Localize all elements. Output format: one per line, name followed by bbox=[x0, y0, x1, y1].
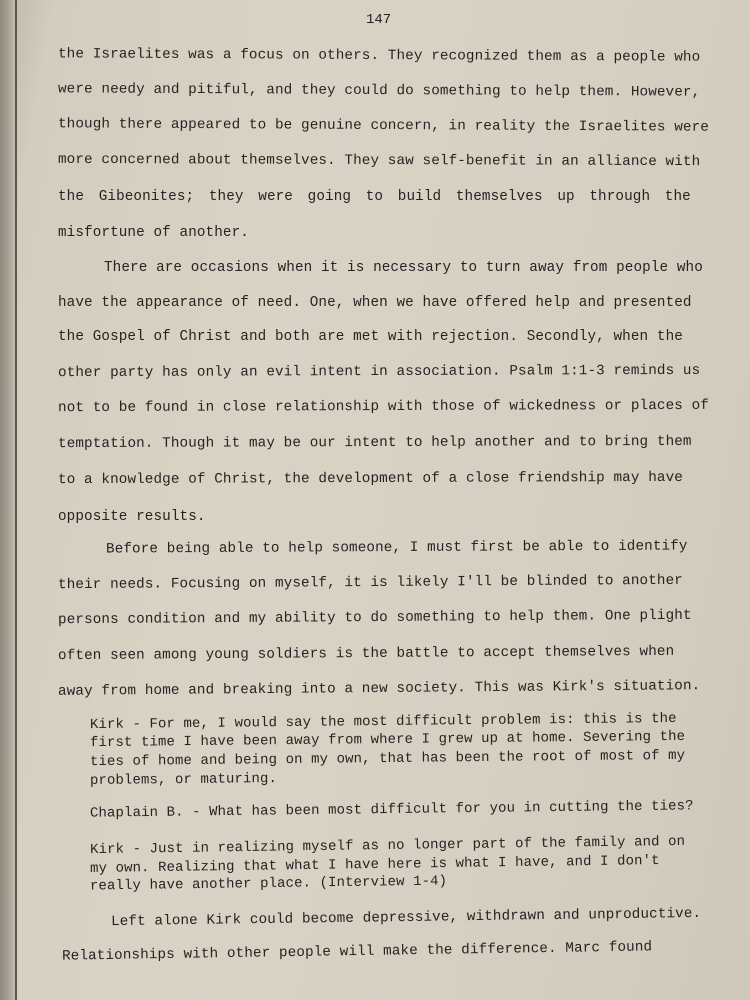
body-text-line: the Israelites was a focus on others. They recognized them as a people who bbox=[57, 46, 701, 66]
body-text-line: Relationships with other people will make the difference. Marc found bbox=[61, 939, 653, 965]
body-text-line: opposite results. bbox=[58, 509, 206, 525]
body-text-line: their needs. Focusing on myself, it is likely I'll be blinded to another bbox=[57, 572, 683, 594]
binding-shadow bbox=[0, 0, 16, 1000]
paragraph-first-line: Left alone Kirk could become depressive, withdrawn and unproductive. bbox=[110, 905, 702, 931]
interview-quote-line: Kirk - Just in realizing myself as no longer part of the family and on bbox=[89, 833, 686, 859]
body-text-line: temptation. Though it may be our intent to help another and to bring them bbox=[57, 433, 692, 453]
interview-quote-line: problems, or maturing. bbox=[89, 771, 278, 789]
interview-quote-line: first time I have been away from where I grew up at home. Severing the bbox=[89, 728, 686, 752]
paragraph-first-line: There are occasions when it is necessary to turn away from people who bbox=[104, 260, 703, 276]
body-text-line: other party has only an evil intent in association. Psalm 1:1-3 reminds us bbox=[57, 362, 701, 382]
paragraph-first-line: Before being able to help someone, I must first be able to identify bbox=[105, 538, 688, 558]
document-page bbox=[18, 0, 750, 1000]
body-text-line: have the appearance of need. One, when we have offered help and presented bbox=[58, 295, 692, 311]
body-text-line: not to be found in close relationship with those of wickedness or places of bbox=[57, 397, 709, 417]
body-text-line: the Gospel of Christ and both are met with rejection. Secondly, when the bbox=[58, 329, 683, 345]
body-text-line: persons condition and my ability to do something to help them. One plight bbox=[57, 607, 692, 629]
body-text-line: often seen among young soldiers is the battle to accept themselves when bbox=[57, 643, 675, 665]
page-number: 147 bbox=[366, 12, 392, 28]
interview-quote-line: Kirk - For me, I would say the most difficult problem is: this is the bbox=[89, 710, 677, 734]
interview-quote-line: ties of home and being on my own, that has been the root of most of my bbox=[89, 747, 686, 771]
binding-edge-line bbox=[15, 0, 17, 1000]
body-text-line: were needy and pitiful, and they could do something to help them. However, bbox=[57, 81, 701, 101]
body-text-line: to a knowledge of Christ, the development of a close friendship may have bbox=[57, 469, 683, 489]
interview-quote-line: my own. Realizing that what I have here is what I have, and I don't bbox=[89, 853, 660, 877]
body-text-line: away from home and breaking into a new society. This was Kirk's situation. bbox=[57, 678, 701, 700]
interview-quote-line: really have another place. (Interview 1-4) bbox=[89, 873, 448, 895]
body-text-line: more concerned about themselves. They saw self-benefit in an alliance with bbox=[57, 151, 701, 171]
body-text-line: the Gibeonites; they were going to build themselves up through the bbox=[58, 189, 691, 205]
body-text-line: misfortune of another. bbox=[58, 225, 249, 241]
interview-quote-line: Chaplain B. - What has been most difficult for you in cutting the ties? bbox=[89, 798, 694, 822]
body-text-line: though there appeared to be genuine concern, in reality the Israelites were bbox=[57, 116, 710, 136]
